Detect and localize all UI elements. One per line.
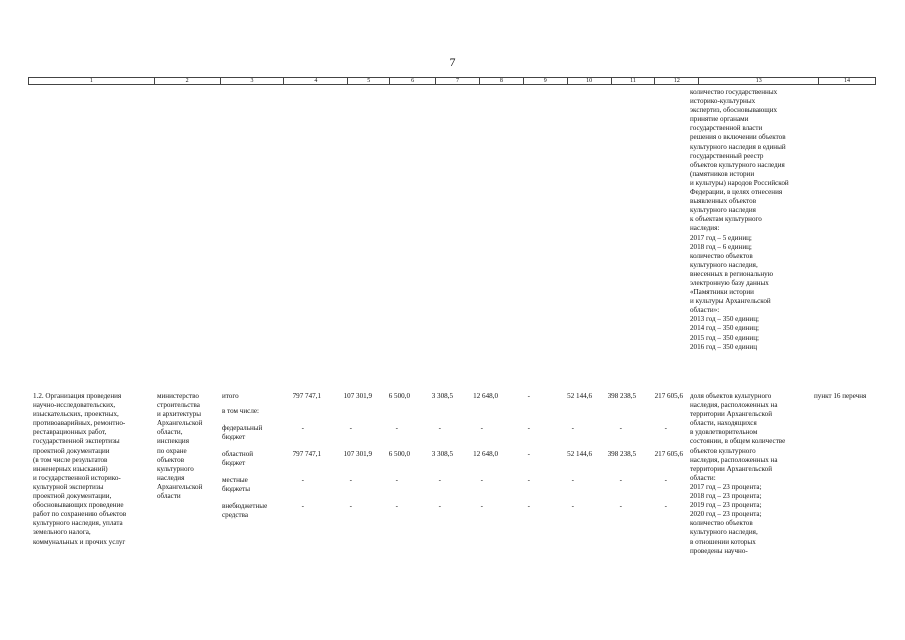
federal-2015: - (395, 424, 398, 432)
federal-sum: - (301, 424, 304, 432)
local-sum: - (301, 476, 304, 484)
extrabudgetary-2014: - (349, 502, 352, 510)
funding-source-federal: федеральный бюджет (222, 424, 263, 442)
federal-2020: - (619, 424, 622, 432)
extrabudgetary-2021: - (664, 502, 667, 510)
header-col-7: 7 (436, 78, 480, 84)
local-2017: - (480, 476, 483, 484)
header-col-6: 6 (390, 78, 436, 84)
indicators-text: доля объектов культурного наследия, расположенных на территории Архангельской области, находящихся в удовлетворительном состоянии, в общем количестве объектов культурного наследия, расположенных на территории Архангельской области: 2017 год – 23 процента; 2018 год – 23 процента; 2019 год – 23 процента; 2020 год – 23 процента; количество объектов культурного наследия, в отношении которых проведены научно- (690, 392, 786, 555)
extrabudgetary-2020: - (619, 502, 622, 510)
total-2020: 398 238,5 (607, 392, 636, 400)
header-col-13: 13 (699, 78, 819, 84)
extrabudgetary-sum: - (301, 502, 304, 510)
local-2020: - (619, 476, 622, 484)
total-2015: 6 500,0 (388, 392, 410, 400)
extrabudgetary-2019: - (571, 502, 574, 510)
header-col-10: 10 (568, 78, 612, 84)
extrabudgetary-2015: - (395, 502, 398, 510)
regional-2020: 398 238,5 (607, 450, 636, 458)
header-col-9: 9 (524, 78, 568, 84)
local-2014: - (349, 476, 352, 484)
total-sum: 797 747,1 (292, 392, 321, 400)
total-2018: - (527, 392, 530, 400)
regional-2019: 52 144,6 (567, 450, 592, 458)
federal-2017: - (480, 424, 483, 432)
header-col-4: 4 (284, 78, 348, 84)
header-col-12: 12 (655, 78, 699, 84)
activity-description: 1.2. Организация проведения научно-исследовательских, изыскательских, проектных, противоаварийных, ремонтно- реставрационных работ, государственной экспертизы проектной документации (в том числе результатов инженерных изысканий) и государственной историко- культурной экспертизы проектной документации, обосновывающих проведение работ по сохранению объектов культурного наследия, уплата земельного налога, коммунальных и прочих услуг (33, 392, 127, 546)
regional-2018: - (527, 450, 530, 458)
header-col-1: 1 (29, 78, 155, 84)
regional-2014: 107 301,9 (343, 450, 372, 458)
total-2016: 3 308,5 (431, 392, 453, 400)
header-col-5: 5 (348, 78, 390, 84)
federal-2014: - (349, 424, 352, 432)
continuation-indicators-text: количество государственных историко-культурных экспертиз, обосновывающих принятие органами государственной власти решения о включении объектов культурного наследия в единый государственный реестр объектов культурного наследия (памятников истории и культуры) народов Российской Федерации, в целях отнесения выявленных объектов культурного наследия к объектам культурного наследия: 2017 год – 5 единиц; 2018 год – 6 единиц; количество объектов культурного наследия, внесенных в региональную электронную базу данных «Памятники истории и культуры Архангельской области»: 2013 год – 350 единиц; 2014 год – 350 единиц; 2015 год – 350 единиц; 2016 год – 350 единиц (690, 88, 789, 351)
federal-2021: - (664, 424, 667, 432)
header-col-14: 14 (844, 78, 851, 84)
total-2019: 52 144,6 (567, 392, 592, 400)
funding-source-including: в том числе: (222, 407, 259, 415)
funding-source-total: итого (222, 392, 239, 400)
local-2016: - (438, 476, 441, 484)
executor-cell: министерство строительства и архитектуры Архангельской области, инспекция по охране объектов культурного наследия Архангельской области (157, 392, 203, 501)
total-2014: 107 301,9 (343, 392, 372, 400)
header-col-11: 11 (612, 78, 656, 84)
header-col-3: 3 (221, 78, 285, 84)
federal-2016: - (438, 424, 441, 432)
regional-2016: 3 308,5 (431, 450, 453, 458)
funding-source-extrabudgetary: внебюджетные средства (222, 502, 268, 520)
extrabudgetary-2016: - (438, 502, 441, 510)
regional-2015: 6 500,0 (388, 450, 410, 458)
page-number: 7 (449, 55, 456, 69)
extrabudgetary-2018: - (527, 502, 530, 510)
local-2015: - (395, 476, 398, 484)
total-2017: 12 648,0 (473, 392, 498, 400)
federal-2019: - (571, 424, 574, 432)
total-2021: 217 605,6 (654, 392, 683, 400)
local-2019: - (571, 476, 574, 484)
local-2018: - (527, 476, 530, 484)
header-col-8: 8 (480, 78, 524, 84)
funding-source-local: местные бюджеты (222, 476, 250, 494)
regional-2017: 12 648,0 (473, 450, 498, 458)
reference-cell: пункт 16 перечня (814, 392, 867, 400)
regional-sum: 797 747,1 (292, 450, 321, 458)
header-col-2: 2 (155, 78, 221, 84)
federal-2018: - (527, 424, 530, 432)
regional-2021: 217 605,6 (654, 450, 683, 458)
funding-source-regional: областной бюджет (222, 450, 254, 468)
extrabudgetary-2017: - (480, 502, 483, 510)
table-header-row (28, 77, 876, 85)
local-2021: - (664, 476, 667, 484)
